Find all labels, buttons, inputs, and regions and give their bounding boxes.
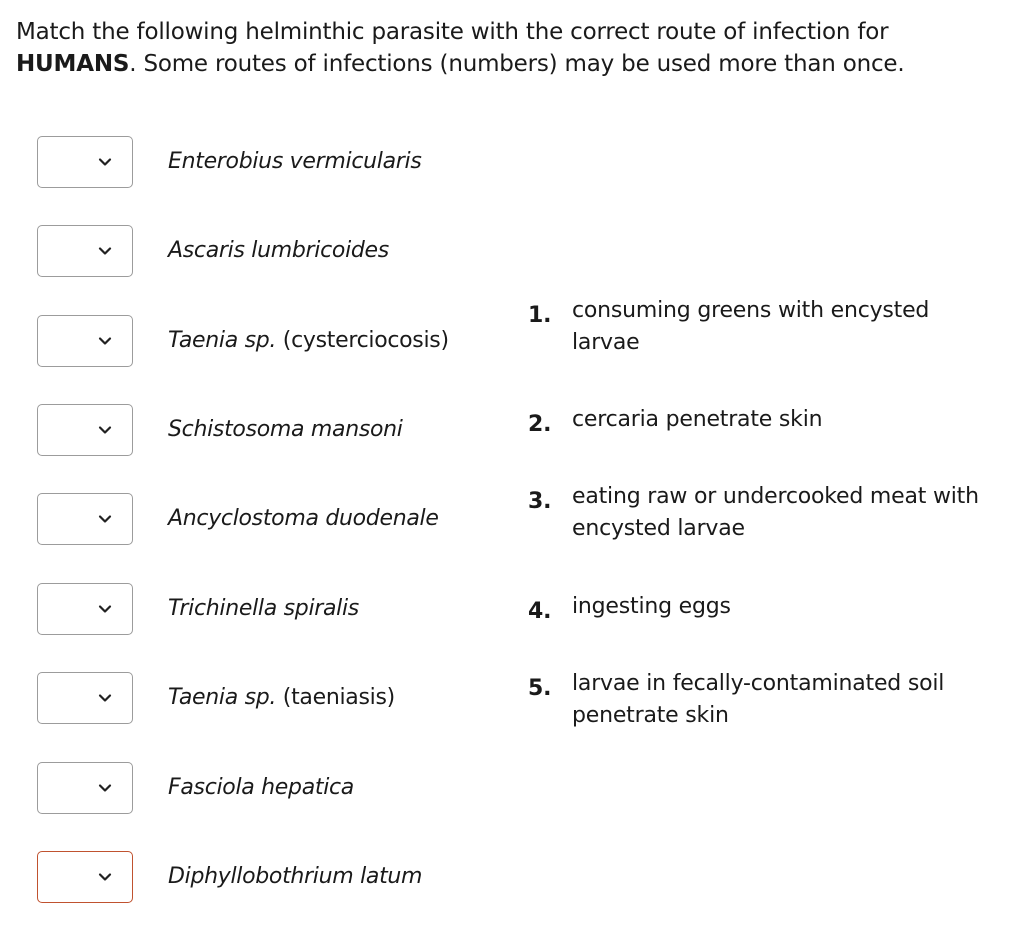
chevron-down-icon — [95, 599, 115, 619]
answer-text: eating raw or undercooked meat with encysted larvae — [572, 484, 979, 541]
route-select-schistosoma[interactable] — [37, 404, 133, 456]
route-select-trichinella[interactable] — [37, 583, 133, 635]
parasite-label: Ascaris lumbricoides — [168, 238, 389, 263]
route-select-taenia-cysterciocosis[interactable] — [37, 315, 133, 367]
match-row — [37, 403, 403, 457]
parasite-label: Enterobius vermicularis — [168, 149, 422, 174]
route-select-ascaris[interactable] — [37, 225, 133, 277]
answer-number: 2. — [528, 412, 552, 437]
match-row — [37, 492, 439, 546]
route-select-ancyclostoma[interactable] — [37, 493, 133, 545]
chevron-down-icon — [95, 778, 115, 798]
parasite-label: Trichinella spiralis — [168, 596, 359, 621]
question-line-2-rest: . Some routes of infections (numbers) may be used more than once. — [129, 51, 905, 77]
chevron-down-icon — [95, 688, 115, 708]
question-emphasis: HUMANS — [16, 51, 130, 77]
chevron-down-icon — [95, 420, 115, 440]
answer-number: 3. — [528, 489, 552, 514]
parasite-label: Ancyclostoma duodenale — [168, 506, 439, 531]
answer-number: 4. — [528, 599, 552, 624]
chevron-down-icon — [95, 331, 115, 351]
parasite-label: Taenia sp. (taeniasis) — [168, 685, 395, 710]
match-row — [37, 582, 359, 636]
question-line-2 — [16, 48, 1006, 80]
answer-number: 1. — [528, 303, 552, 328]
route-select-fasciola[interactable] — [37, 762, 133, 814]
answer-text: cercaria penetrate skin — [572, 407, 823, 432]
match-row — [37, 671, 395, 725]
chevron-down-icon — [95, 241, 115, 261]
answer-text: ingesting eggs — [572, 594, 731, 619]
match-row — [37, 314, 449, 368]
question-text — [16, 16, 1006, 80]
answer-text: consuming greens with encysted larvae — [572, 298, 930, 355]
match-row — [37, 761, 354, 815]
parasite-label: Taenia sp. (cysterciocosis) — [168, 328, 449, 353]
question-line-1: Match the following helminthic parasite with the correct route of infection for — [16, 19, 889, 45]
chevron-down-icon — [95, 867, 115, 887]
route-select-taenia-taeniasis[interactable] — [37, 672, 133, 724]
match-row — [37, 135, 422, 189]
answer-text: larvae in fecally-contaminated soil penetrate skin — [572, 671, 945, 728]
parasite-label: Fasciola hepatica — [168, 775, 354, 800]
parasite-label: Diphyllobothrium latum — [168, 864, 423, 889]
parasite-label: Schistosoma mansoni — [168, 417, 403, 442]
route-select-enterobius[interactable] — [37, 136, 133, 188]
match-row — [37, 850, 423, 904]
match-row — [37, 224, 389, 278]
route-select-diphyllobothrium[interactable] — [37, 851, 133, 903]
answer-number: 5. — [528, 676, 552, 701]
chevron-down-icon — [95, 509, 115, 529]
chevron-down-icon — [95, 152, 115, 172]
